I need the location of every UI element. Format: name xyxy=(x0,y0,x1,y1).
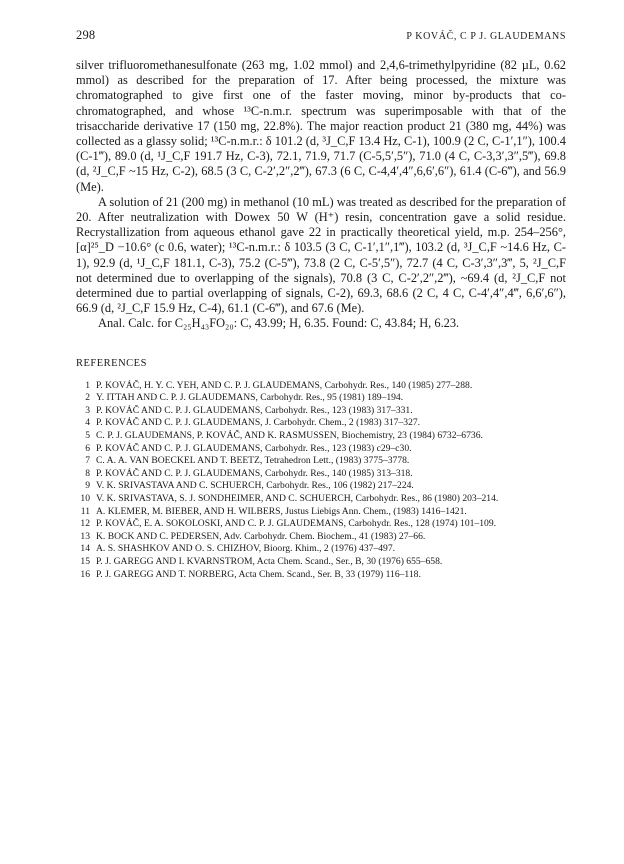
reference-item xyxy=(76,556,566,569)
reference-item xyxy=(76,518,566,531)
reference-item xyxy=(76,493,566,506)
reference-item xyxy=(76,531,566,544)
page-number: 298 xyxy=(76,28,96,42)
reference-text: V. K. SRIVASTAVA AND C. SCHUERCH, Carbohydr. Res., 106 (1982) 217–224. xyxy=(96,480,414,492)
paragraph-continued: silver trifluoromethanesulfonate (263 mg, 1.02 mmol) and 2,4,6-trimethylpyridine (82 µL, 0.62 mmol) as described for the preparation of 17. After being processed, the mixture was chromatographed to give first one of the faster moving, minor by-products that co-chromatographed, and whose ¹³C-n.m.r. spectrum was superimposable with that of the trisaccharide derivative 17 (150 mg, 22.8%). The major reaction product 21 (380 mg, 44%) was collected as a glassy solid; ¹³C-n.m.r.: δ 101.2 (d, ³J_C,F 13.4 Hz, C-1), 100.9 (2 C, C-1′,1″), 100.4 (C-1‴), 89.0 (d, ¹J_C,F 191.7 Hz, C-3), 72.1, 71.9, 71.7 (C-5,5′,5″), 71.0 (4 C, C-3,3′,3″,5‴), 69.8 (d, ²J_C,F ~15 Hz, C-2), 68.5 (3 C, C-2′,2″,2‴), 67.3 (6 C, C-4,4′,4″,6,6′,6″), 61.4 (C-6‴), and 56.9 (Me). xyxy=(76,58,566,194)
running-head: P KOVÁČ, C P J. GLAUDEMANS xyxy=(406,31,566,42)
reference-number: 15 xyxy=(80,555,90,567)
reference-number: 6 xyxy=(85,442,90,454)
article-body xyxy=(76,58,566,332)
paragraph-solution: A solution of 21 (200 mg) in methanol (10 mL) was treated as described for the preparation of 20. After neutralization with Dowex 50 W (H⁺) resin, concentration gave a solid residue. Recrystallization from aqueous ethanol gave 22 in practically theoretical yield, m.p. 254–256°, [α]²⁵_D −10.6° (c 0.6, water); ¹³C-n.m.r.: δ 103.5 (3 C, C-1′,1″,1‴), 103.2 (d, ³J_C,F ~14.6 Hz, C-1), 92.9 (d, ¹J_C,F 181.1, C-3), 75.2 (C-5‴), 73.8 (2 C, C-5′,5″), 72.7 (4 C, C-3′,3″,3‴, 5, ²J_C,F not determined due to overlapping of the signals), 70.8 (3 C, C-2′,2″,2‴), ~69.4 (d, ²J_C,F not determined due to partial overlapping of signals, C-2), 69.3, 68.6 (2 C, 4 C, C-4′,4″,4‴, 6,6′,6″), 66.9 (d, ²J_C,F 15.9 Hz, C-4), 61.1 (C-6‴), and 67.6 (Me). xyxy=(76,194,566,316)
reference-number: 10 xyxy=(80,493,90,504)
reference-number: 7 xyxy=(85,455,90,467)
paragraph-analysis: Anal. Calc. for C₂₅H₄₃FO₂₀: C, 43.99; H, 6.35. Found: C, 43.84; H, 6.23. xyxy=(98,316,460,331)
reference-item xyxy=(76,569,566,582)
reference-text: V. K. SRIVASTAVA, S. J. SONDHEIMER, AND C. SCHUERCH, Carbohydr. Res., 86 (1980) 203–214. xyxy=(96,493,499,504)
reference-number: 11 xyxy=(80,505,90,517)
reference-text: A. KLEMER, M. BIEBER, AND H. WILBERS, Justus Liebigs Ann. Chem., (1983) 1416–1421. xyxy=(96,505,467,517)
reference-text: P. J. GAREGG AND I. KVARNSTROM, Acta Chem. Scand., Ser., B, 30 (1976) 655–658. xyxy=(96,555,443,567)
reference-text: C. P. J. GLAUDEMANS, P. KOVÁČ, AND K. RASMUSSEN, Biochemistry, 23 (1984) 6732–6736. xyxy=(96,430,483,442)
reference-text: P. KOVÁČ AND C. P. J. GLAUDEMANS, J. Carbohydr. Chem., 2 (1983) 317–327. xyxy=(96,417,421,429)
reference-number: 3 xyxy=(85,404,90,416)
reference-number: 13 xyxy=(80,530,90,542)
reference-number: 4 xyxy=(85,417,90,429)
reference-number: 8 xyxy=(85,467,90,479)
references-heading: REFERENCES xyxy=(76,357,147,369)
reference-text: P. KOVÁČ, E. A. SOKOLOSKI, AND C. P. J. GLAUDEMANS, Carbohydr. Res., 128 (1974) 101–109. xyxy=(96,518,497,530)
reference-number: 9 xyxy=(85,480,90,492)
reference-text: P. J. GAREGG AND T. NORBERG, Acta Chem. Scand., Ser. B, 33 (1979) 116–118. xyxy=(96,568,421,580)
reference-item xyxy=(76,417,566,430)
reference-number: 12 xyxy=(80,518,90,530)
reference-text: P. KOVÁČ AND C. P. J. GLAUDEMANS, Carbohydr. Res., 140 (1985) 313–318. xyxy=(96,467,413,479)
page-header xyxy=(76,28,566,46)
reference-number: 16 xyxy=(80,568,90,580)
reference-item xyxy=(76,480,566,493)
reference-text: P. KOVÁČ, H. Y. C. YEH, AND C. P. J. GLAUDEMANS, Carbohydr. Res., 140 (1985) 277–288. xyxy=(96,379,473,391)
reference-item xyxy=(76,392,566,405)
reference-item xyxy=(76,506,566,519)
reference-item xyxy=(76,430,566,443)
reference-item xyxy=(76,468,566,481)
reference-number: 14 xyxy=(80,543,90,555)
reference-number: 5 xyxy=(85,430,90,442)
reference-text: P. KOVÁČ AND C. P. J. GLAUDEMANS, Carbohydr. Res., 123 (1983) c29–c30. xyxy=(96,442,412,454)
reference-item xyxy=(76,405,566,418)
reference-item xyxy=(76,543,566,556)
reference-item xyxy=(76,443,566,456)
page xyxy=(76,28,566,581)
reference-text: P. KOVÁČ AND C. P. J. GLAUDEMANS, Carbohydr. Res., 123 (1983) 317–331. xyxy=(96,404,413,416)
reference-item xyxy=(76,455,566,468)
reference-item xyxy=(76,380,566,393)
reference-text: A. S. SHASHKOV AND O. S. CHIZHOV, Bioorg. Khim., 2 (1976) 437–497. xyxy=(96,543,396,555)
reference-text: K. BOCK AND C. PEDERSEN, Adv. Carbohydr. Chem. Biochem., 41 (1983) 27–66. xyxy=(96,530,426,542)
reference-number: 1 xyxy=(85,379,90,391)
reference-number: 2 xyxy=(85,392,90,404)
reference-text: C. A. A. VAN BOECKEL AND T. BEETZ, Tetrahedron Lett., (1983) 3775–3778. xyxy=(96,455,410,467)
reference-text: Y. ITTAH AND C. P. J. GLAUDEMANS, Carbohydr. Res., 95 (1981) 189–194. xyxy=(96,392,404,404)
reference-list xyxy=(76,380,566,582)
